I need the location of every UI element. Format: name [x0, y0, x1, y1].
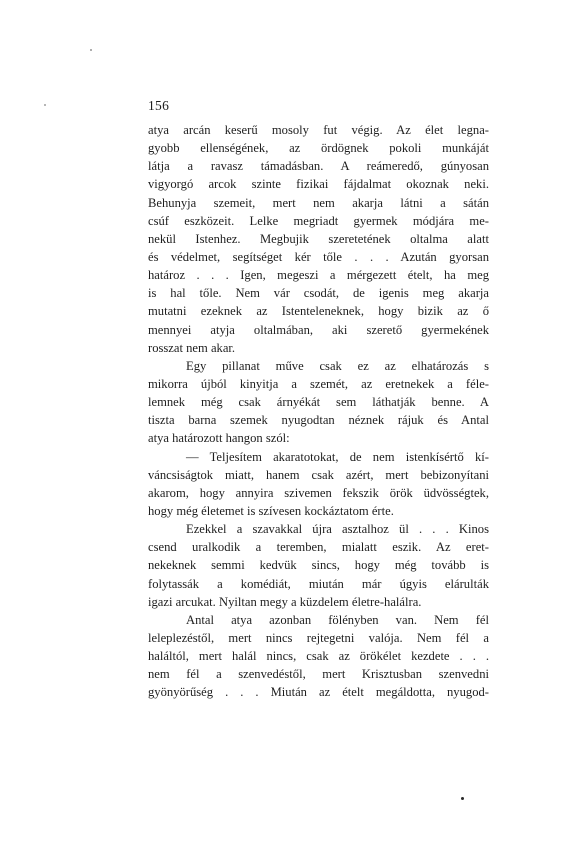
text-line: nekeknek semmi kedvük sincs, hogy még tovább is — [148, 558, 489, 573]
paper-speck — [44, 104, 46, 106]
text-line: atya arcán keserű mosoly fut végig. Az élet legna- — [148, 123, 489, 137]
body-text — [148, 121, 489, 702]
text-line: mennyei atyja oltalmában, aki szerető gyermekének — [148, 322, 489, 337]
text-line: mikorra újból kinyitja a szemét, az eretnekek a féle- — [148, 376, 489, 391]
paper-speck — [90, 49, 92, 51]
text-line: határoz . . . Igen, megeszi a mérgezett ételt, ha meg — [148, 268, 489, 283]
text-line: gyönyörűség . . . Miután az ételt megáldotta, nyugod- — [148, 685, 489, 700]
text-line: leleplezéstől, mert nincs rejtegetni valója. Nem fél a — [148, 630, 489, 645]
text-line: váncsiságtok miatt, hanem csak azért, mert bebizonyítani — [148, 467, 489, 482]
text-line: Antal atya azonban fölényben van. Nem fél — [186, 612, 489, 627]
text-line: lemnek még csak árnyékát sem láthatják benne. A — [148, 395, 489, 410]
text-line: igazi arcukat. Nyiltan megy a küzdelem életre-halálra. — [148, 594, 422, 609]
text-line: hogy még életemet is szívesen kockáztatom érte. — [148, 503, 394, 518]
text-line: akarom, hogy annyira szivemen fekszik örök üdvösségtek, — [148, 485, 489, 500]
text-line: látja a ravasz támadásban. A reámeredő, gúnyosan — [148, 159, 489, 174]
text-line: is hal tőle. Nem vár csodát, de igenis meg akarja — [148, 286, 489, 301]
text-line: haláltól, mert halál nincs, csak az örökélet kezdete . . . — [148, 649, 489, 664]
text-line: és védelmet, segítséget kér tőle . . . Azután gyorsan — [148, 249, 489, 264]
text-line: nem fél a szenvedéstől, mert Krisztusban szenvedni — [148, 667, 489, 682]
text-line: folytassák a komédiát, miután már úgyis elárulták — [148, 576, 489, 591]
page-number: 156 — [148, 98, 170, 113]
text-line: csúf eszközeit. Lelke megriadt gyermek módjára me- — [148, 213, 489, 228]
text-line: gyobb ellenségének, az ördögnek pokoli munkáját — [148, 141, 489, 156]
text-line: atya határozott hangon szól: — [148, 431, 290, 446]
text-line: Ezekkel a szavakkal újra asztalhoz ül . . . Kinos — [186, 522, 489, 537]
text-line: csend uralkodik a teremben, mialatt eszik. Az eret- — [148, 540, 489, 555]
text-line: rosszat nem akar. — [148, 340, 236, 355]
text-line: Behunyja szemeit, mert nem akarja látni a sátán — [148, 195, 489, 210]
paper-speck — [461, 797, 464, 800]
text-line: — Teljesítem akaratotokat, de nem istenkísértő kí- — [186, 449, 489, 464]
text-line: nekül Istenhez. Megbujik szeretetének oltalma alatt — [148, 231, 489, 246]
text-line: mutatni ezeknek az Istenteleneknek, hogy bizik az ő — [148, 304, 489, 319]
text-line: vigyorgó arcok szinte fizikai fájdalmat okoznak neki. — [148, 177, 489, 192]
text-line: Egy pillanat műve csak ez az elhatározás s — [186, 358, 489, 373]
text-line: tiszta barna szemek nyugodtan néznek rájuk és Antal — [148, 413, 489, 428]
